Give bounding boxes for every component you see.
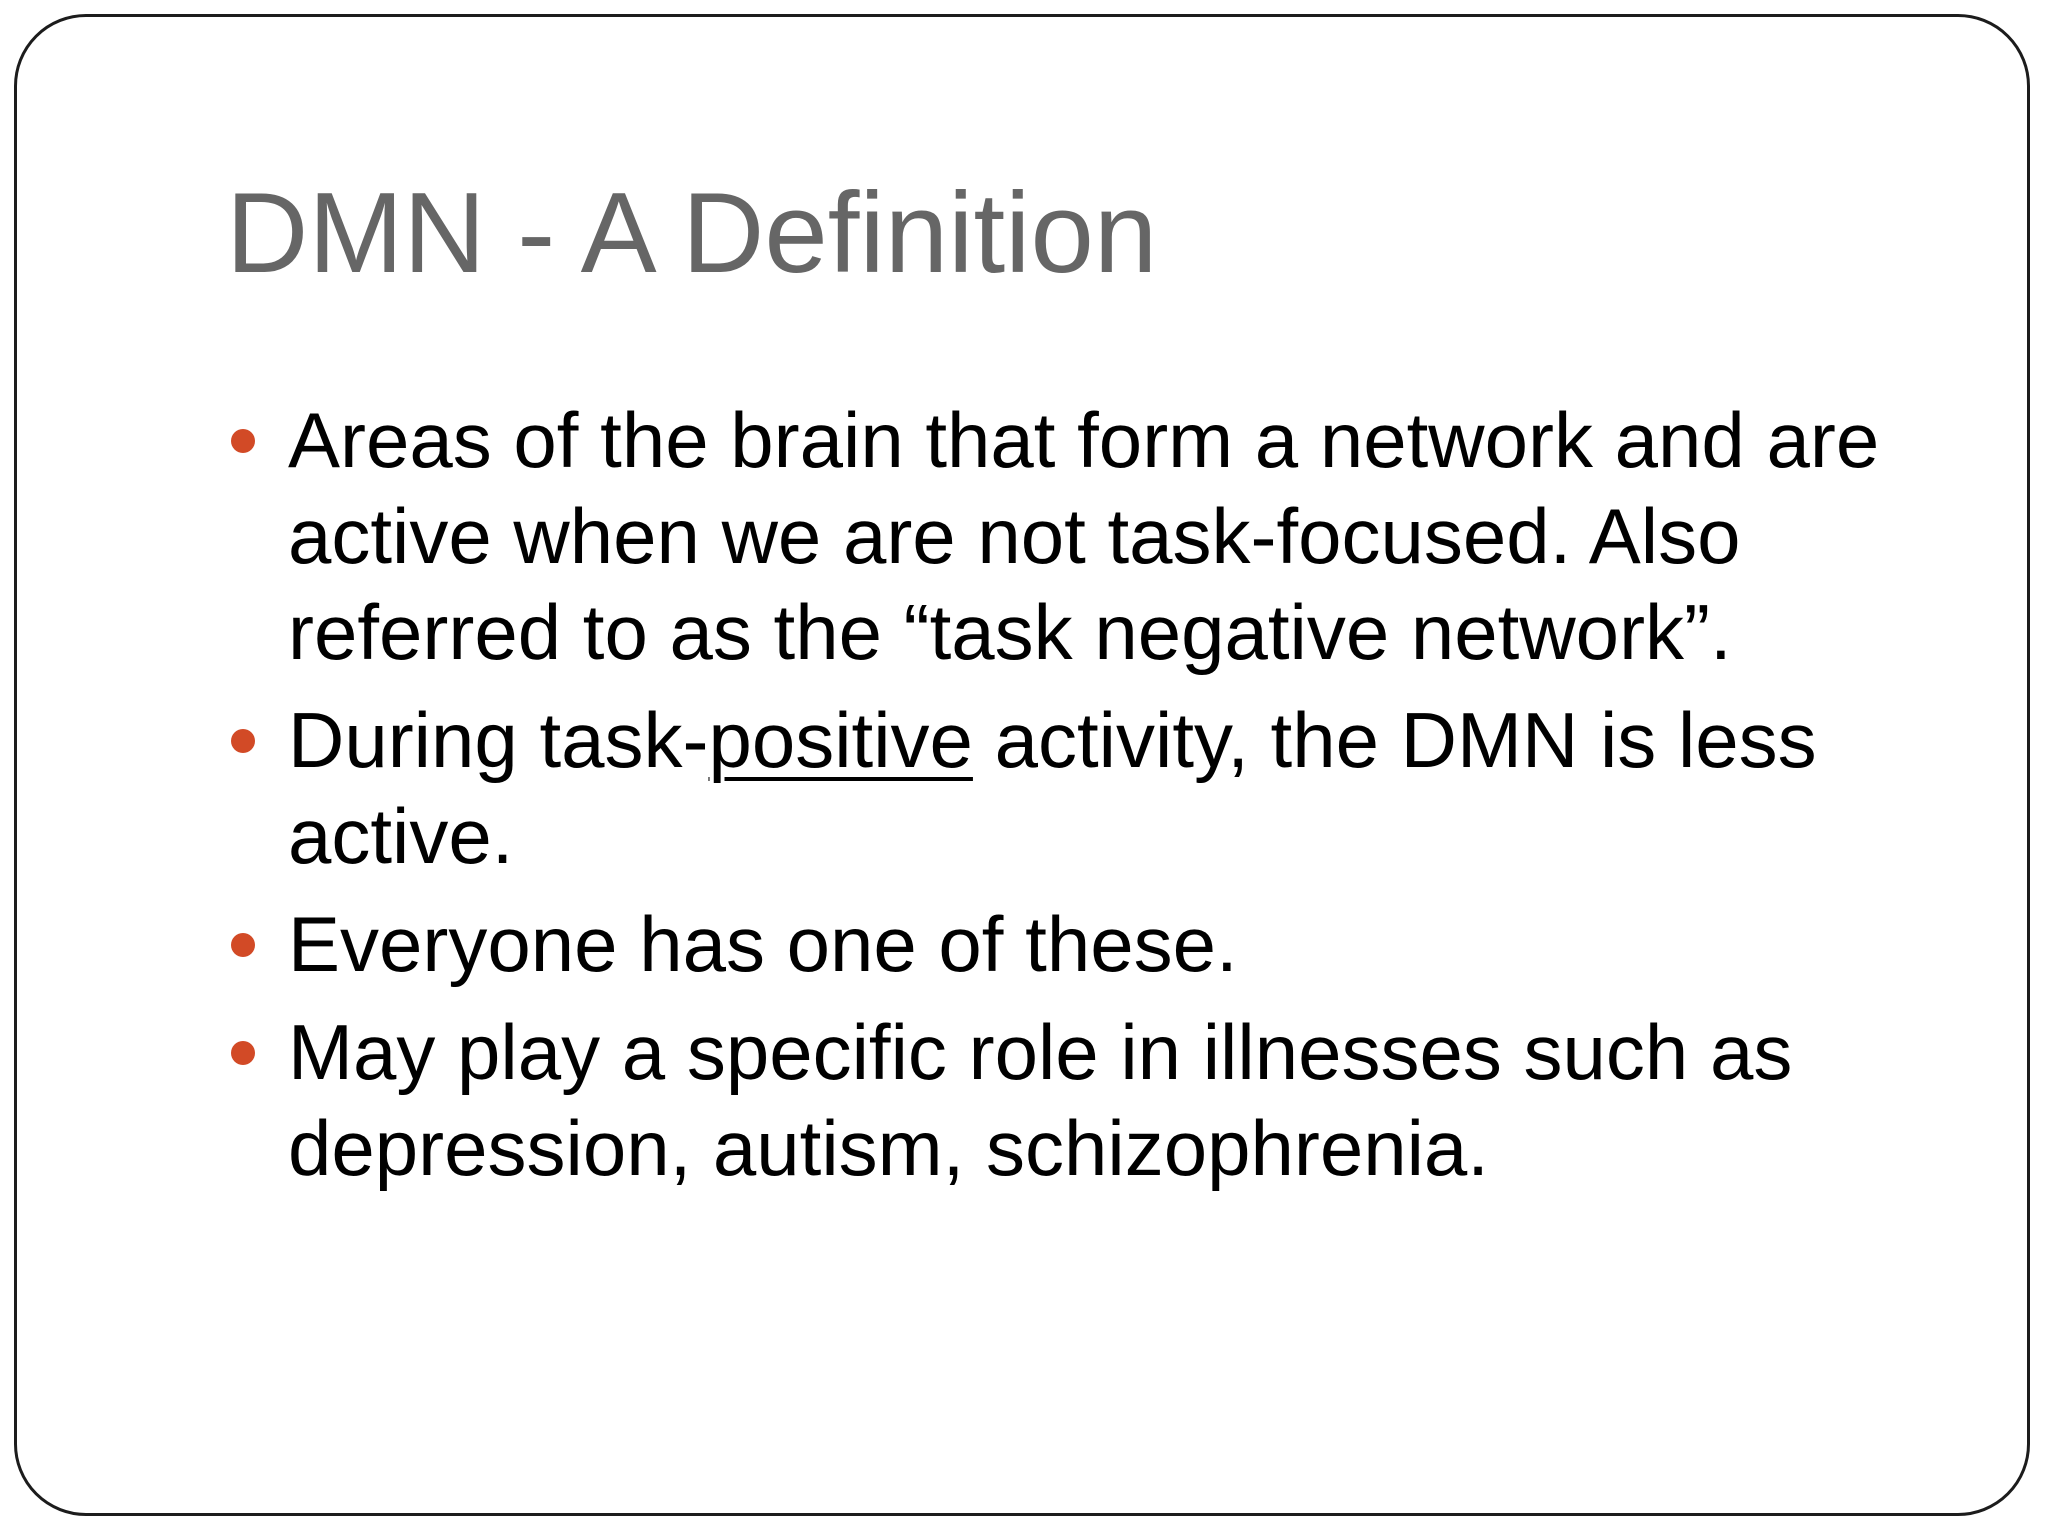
bullet-text-2-underlined: positive [708,696,973,784]
bullet-item-1 [0,392,1928,680]
bullet-dot-icon [231,1041,255,1065]
bullet-text-1: Areas of the brain that form a network and are active when we are not task-focused. Also referred to as the “task negative network”. [288,396,1880,676]
bullet-dot-icon [231,933,255,957]
bullet-item-2 [0,692,1928,884]
bullet-dot-icon [231,729,255,753]
bullet-list [0,392,1928,1208]
bullet-item-4 [0,1004,1928,1196]
bullet-text-4: May play a specific role in illnesses such as depression, autism, schizophrenia. [288,1008,1793,1192]
bullet-dot-icon [231,429,255,453]
bullet-text-2-before: During task- [288,696,709,784]
bullet-text-2-after: activity, the DMN is less active. [288,696,1817,880]
bullet-item-3 [0,896,1928,992]
slide-title: DMN - A Definition [226,170,1158,297]
bullet-text-3: Everyone has one of these. [288,900,1238,988]
